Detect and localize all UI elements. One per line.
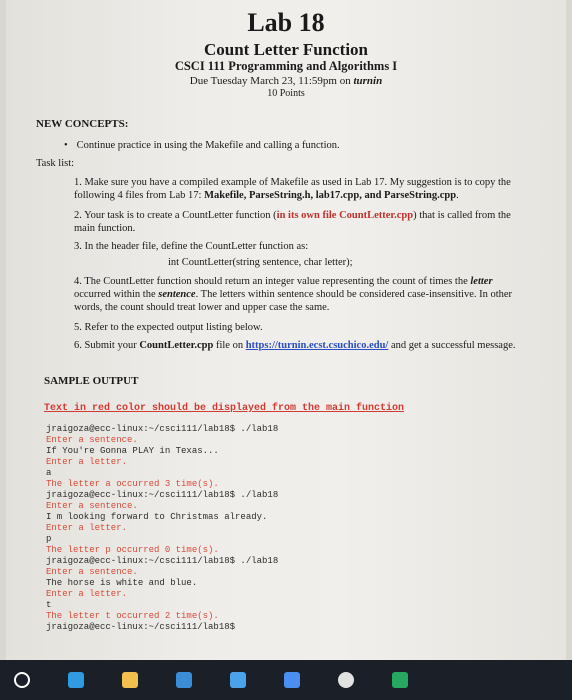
terminal-line: The letter t occurred 2 time(s).	[46, 611, 219, 621]
red-text-note: Text in red color should be displayed from the main function	[44, 403, 405, 414]
terminal-line: jraigoza@ecc-linux:~/csci111/lab18$ ./lab18	[46, 424, 279, 434]
task-step-2	[74, 209, 552, 235]
task-step-3: 3. In the header file, define the CountLetter function as:	[74, 241, 309, 252]
step4-letter: letter	[470, 276, 493, 287]
task-step-5: 5. Refer to the expected output listing below.	[74, 322, 263, 333]
step2-suffix: ) that is called from the	[413, 210, 511, 221]
edge-icon[interactable]	[68, 672, 84, 688]
step4-sentence: sentence	[158, 289, 196, 300]
turnin-link[interactable]: https://turnin.ecst.csuchico.edu/	[245, 340, 389, 351]
step4-b-prefix: occurred within the	[74, 289, 159, 300]
terminal-line: Enter a letter.	[46, 457, 128, 467]
step2-prefix: 2. Your task is to create a CountLetter function (	[74, 210, 277, 221]
sample-terminal-output	[46, 424, 278, 633]
terminal-line: p	[46, 534, 52, 544]
due-text: Due Tuesday March 23, 11:59pm on	[189, 75, 354, 87]
new-concepts-heading: NEW CONCEPTS:	[36, 118, 129, 130]
terminal-line: Enter a sentence.	[46, 435, 138, 445]
new-concepts-item	[64, 140, 340, 151]
terminal-line: jraigoza@ecc-linux:~/csci111/lab18$ ./lab18	[46, 556, 279, 566]
terminal-line: Enter a letter.	[46, 523, 128, 533]
terminal-line: t	[46, 600, 52, 610]
search-icon[interactable]	[14, 672, 30, 688]
terminal-line: Enter a sentence.	[46, 501, 138, 511]
step4-line-a	[74, 275, 552, 288]
step6-mid: file on	[213, 340, 246, 351]
points: 10 Points	[267, 88, 305, 99]
step1-files: Makefile, ParseString.h, lab17.cpp, and ParseString.cpp	[204, 190, 457, 201]
step4-line-b	[74, 288, 552, 301]
step6-file: CountLetter.cpp	[139, 340, 214, 351]
due-date	[6, 75, 566, 87]
terminal-line: I m looking forward to Christmas already.	[46, 512, 268, 522]
step1-line-b	[74, 189, 552, 202]
dropbox-icon[interactable]	[284, 672, 300, 688]
taskbar	[0, 660, 572, 700]
app-icon[interactable]	[392, 672, 408, 688]
step4-prefix: 4. The CountLetter function should return an integer value representing the count of times the	[74, 276, 471, 287]
windows-icon[interactable]	[176, 672, 192, 688]
step1-suffix: .	[456, 190, 459, 201]
step4-b-suffix: . The letters within sentence should be considered case-insensitive. In other	[195, 289, 513, 300]
task-step-4	[74, 275, 552, 314]
terminal-line: The letter p occurred 0 time(s).	[46, 545, 219, 555]
terminal-line: a	[46, 468, 52, 478]
terminal-line: Enter a sentence.	[46, 567, 138, 577]
page-subtitle: Count Letter Function	[203, 40, 368, 59]
chrome-icon[interactable]	[338, 672, 354, 688]
terminal-line: jraigoza@ecc-linux:~/csci111/lab18$ ./lab18	[46, 490, 279, 500]
task-list-heading: Task list:	[36, 158, 75, 169]
terminal-line: The horse is white and blue.	[46, 578, 198, 588]
function-signature: int CountLetter(string sentence, char letter);	[168, 257, 353, 268]
terminal-line: If You're Gonna PLAY in Texas...	[46, 446, 219, 456]
step4-line-c: words, the count should treat lower and upper case the same.	[74, 302, 330, 313]
step2-line-a	[74, 209, 552, 222]
step1-prefix: following 4 files from Lab 17:	[74, 190, 205, 201]
bullet-icon: •	[64, 140, 68, 151]
page-title: Lab 18	[247, 8, 325, 37]
sample-output-heading: SAMPLE OUTPUT	[44, 375, 139, 387]
terminal-line: The letter a occurred 3 time(s).	[46, 479, 219, 489]
new-concepts-text: Continue practice in using the Makefile and calling a function.	[76, 140, 340, 151]
course-name: CSCI 111 Programming and Algorithms I	[174, 59, 398, 73]
step6-prefix: 6. Submit your	[74, 340, 140, 351]
step1-line-a: 1. Make sure you have a compiled example of Makefile as used in Lab 17. My suggestion is to copy the	[74, 177, 511, 188]
task-step-6	[74, 339, 552, 352]
file-explorer-icon[interactable]	[122, 672, 138, 688]
step2-red-text: in its own file CountLetter.cpp	[276, 210, 414, 221]
photos-icon[interactable]	[230, 672, 246, 688]
step2-line-b: main function.	[74, 223, 136, 234]
task-step-1	[74, 176, 552, 202]
due-where: turnin	[353, 75, 383, 87]
step6-suffix: and get a successful message.	[388, 340, 516, 351]
document-page	[6, 0, 566, 660]
terminal-line: jraigoza@ecc-linux:~/csci111/lab18$	[46, 622, 236, 632]
terminal-line: Enter a letter.	[46, 589, 128, 599]
